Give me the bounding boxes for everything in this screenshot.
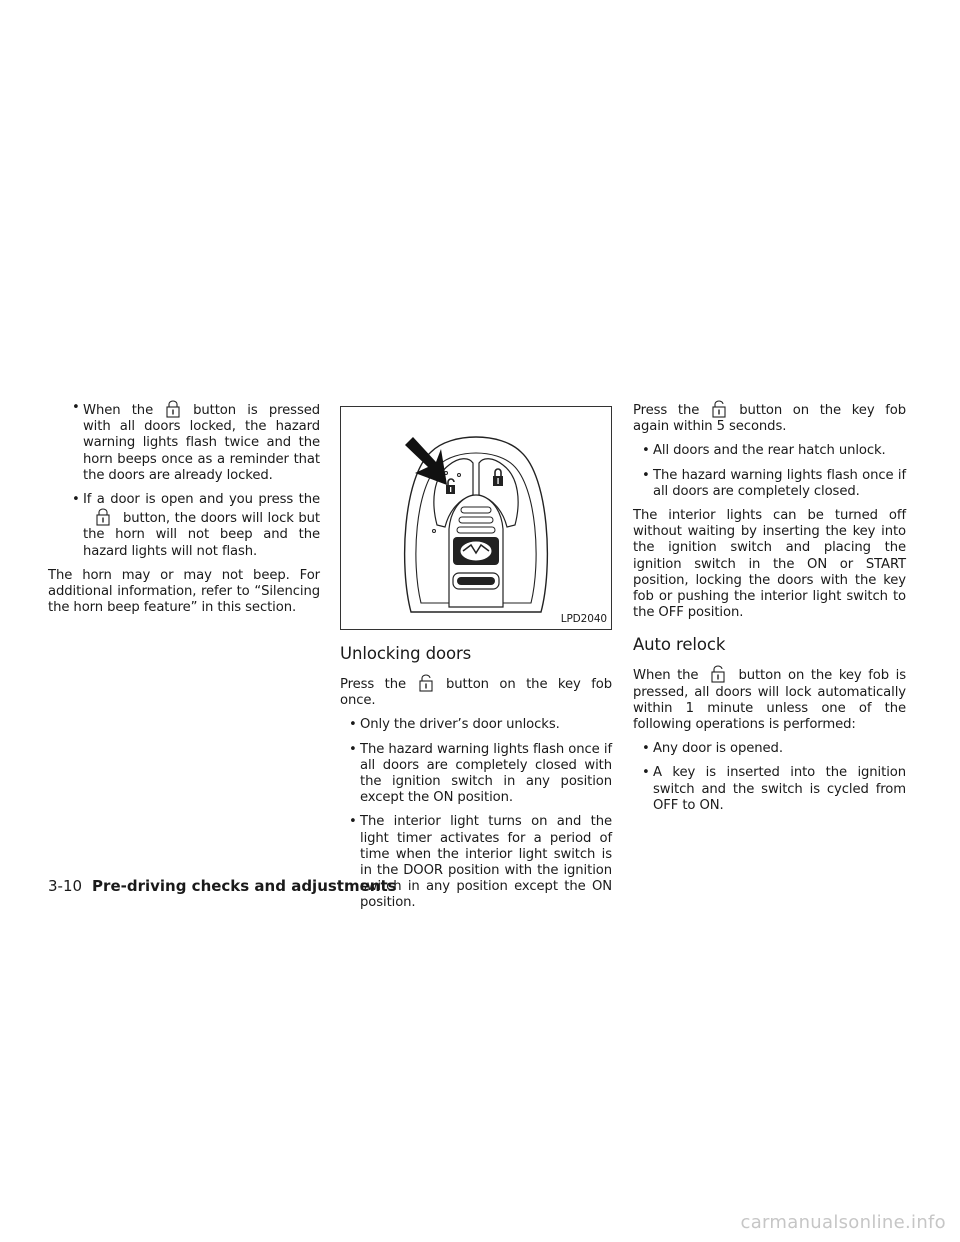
bullet-text: The hazard warning lights flash once if all doors are completely closed with the ignition switch in any position except the ON position. xyxy=(360,741,612,806)
bullet-dot: • xyxy=(642,467,650,483)
unlocking-doors-heading: Unlocking doors xyxy=(340,644,472,663)
bullet-text: button is pressed with all doors locked, the hazard warning lights flash twice and the horn beeps once as a reminder that the doors are already locked. xyxy=(83,403,321,483)
intro-text: button on the key fob again within 5 seconds. xyxy=(633,403,906,435)
figure-label: LPD2040 xyxy=(560,612,607,625)
bullet-dot: • xyxy=(349,717,357,733)
bullet-dot: • xyxy=(349,741,357,757)
bullet-text: button, the doors will lock but the horn will not beep and the hazard lights will not flash. xyxy=(83,511,320,559)
unlock-all-intro xyxy=(633,400,906,435)
unlock-icon xyxy=(706,665,730,683)
key-fob-figure xyxy=(340,406,612,630)
bullet-dot: • xyxy=(642,443,650,459)
right-column xyxy=(633,400,906,822)
auto-relock-intro xyxy=(633,665,906,733)
list-item xyxy=(633,741,906,757)
bullet-text: A key is inserted into the ignition switch and the switch is cycled from OFF to ON. xyxy=(653,765,906,813)
bullet-dot: • xyxy=(72,492,80,508)
bullet-text: The interior light turns on and the light timer activates for a period of time when the interior light switch is in the DOOR position with the ignition switch in any position except the ON position. xyxy=(360,814,612,911)
list-item xyxy=(633,765,906,814)
list-item xyxy=(340,717,612,733)
lock-icon xyxy=(91,508,115,526)
horn-note: The horn may or may not beep. For additional information, refer to “Silencing the horn beep feature” in this section. xyxy=(48,567,320,616)
key-fob-illustration xyxy=(341,407,611,629)
list-item xyxy=(633,443,906,459)
bullet-text: If a door is open and you press the xyxy=(83,492,320,508)
list-item xyxy=(340,742,612,807)
intro-text: When the xyxy=(633,668,699,684)
unlock-icon xyxy=(707,400,731,418)
section-title: Pre-driving checks and adjustments xyxy=(92,877,397,895)
unlock-intro xyxy=(340,674,612,709)
list-item xyxy=(633,468,906,500)
page-footer xyxy=(48,877,397,895)
intro-text: button on the key fob once. xyxy=(340,677,612,709)
bullet-text: Only the driver’s door unlocks. xyxy=(360,717,560,733)
intro-text: button on the key fob is pressed, all doors will lock automatically within 1 minute unless one of the following operations is performed: xyxy=(633,668,907,733)
bullet-text: Any door is opened. xyxy=(653,741,783,757)
page-number: 3-10 xyxy=(48,877,83,895)
left-column xyxy=(48,400,320,616)
interior-lights-note: The interior lights can be turned off without waiting by inserting the key into the ignition switch and placing the ignition switch in the ON or START position, locking the doors with the key fob or pushing the interior light switch to the OFF position. xyxy=(633,508,906,621)
bullet-locked-reminder xyxy=(48,400,320,484)
bullet-text: The hazard warning lights flash once if all doors are completely closed. xyxy=(653,467,906,499)
bullet-text: When the xyxy=(83,403,154,418)
list-item xyxy=(340,814,612,911)
lock-icon xyxy=(161,400,185,418)
bullet-dot: • xyxy=(349,814,357,830)
bullet-dot: • xyxy=(72,400,80,415)
unlock-icon xyxy=(414,674,438,692)
bullet-dot: • xyxy=(642,741,650,757)
intro-text: Press the xyxy=(633,403,700,418)
bullet-dot: • xyxy=(642,765,650,781)
auto-relock-heading: Auto relock xyxy=(633,635,726,655)
bullet-door-open xyxy=(48,492,320,560)
watermark: carmanualsonline.info xyxy=(740,1212,946,1233)
bullet-text: All doors and the rear hatch unlock. xyxy=(653,443,886,459)
intro-text: Press the xyxy=(340,677,407,692)
middle-column xyxy=(340,400,612,920)
